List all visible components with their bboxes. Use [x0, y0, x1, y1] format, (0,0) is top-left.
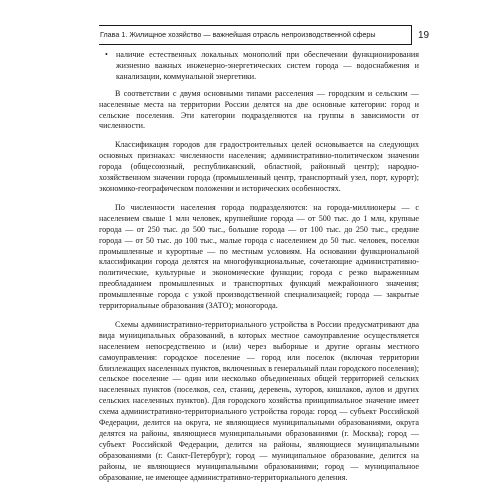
bullet-text: наличие естественных локальных монополий при обеспечении функционирования жизненно важных инженерно-энергетических систем города — водоснабжения и канализации, коммунальной энергетики.	[116, 50, 419, 81]
running-title: Глава 1. Жилищное хозяйство — важнейшая отрасль непроизводственной сферы	[100, 30, 376, 39]
paragraph-population-groups: По численности населения города подразделяются: на города-миллионеры — с населением свыше 1 млн человек, крупнейшие города — от 500 тыс. до 1 млн, крупные города — от 250 тыс. до 500 тыс., большие города — от 100 тыс. до 250 тыс., средние города — от 50 тыс. до 100 тыс., малые города с населением до 50 тыс. человек, поселки промышленные и курортные — по местным условиям. На основании функциональной классификации города делятся на многофункциональные, сочетающие административно-политические, культурные и экономические функции; города с резко выраженным преобладанием промышленных и транспортных функций межрайонного значения; промышленные города с узкой производственной специализацией; города — закрытые территориальные образования (ЗАТО); моногорода.	[99, 202, 419, 311]
bullet-list-item	[99, 50, 419, 83]
paragraph-settlement-types: В соответствии с двумя основными типами расселения — городским и сельским — населенные места на территории России делятся на две основные категории: город и сельские поселения. Эти категории подразделяются на группы в зависимости от численности.	[99, 88, 419, 131]
running-header	[99, 25, 412, 45]
page-body	[99, 49, 419, 492]
bullet-marker: •	[105, 50, 108, 59]
paragraph-city-classification: Классификация городов для градостроительных целей основывается на следующих основных признаках: численности населения; административно-политическом значении города (общесоюзный, республиканский, областной, районный центр); народно-хозяйственном значении города (промышленный центр, транспортный узел, порт, курорт); экономико-географическом положении и исторических особенностях.	[99, 140, 419, 193]
paragraph-administrative-structure: Схемы административно-территориального устройства в России предусматривают два вида муниципальных образований, в которых местное самоуправление осуществляется населением непосредственно и (или) через выборные и другие органы местного самоуправления: городское поселение — город или поселок (включая территории близлежащих населенных пунктов, включенных в генеральный план городского поселения); сельское поселение — один или несколько объединенных общей территорией сельских населенных пунктов (поселков, сел, станиц, деревень, хуторов, кишлаков, аулов и других сельских населенных пунктов). Для городского хозяйства принципиальное значение имеет схема административно-территориального устройства города: город — субъект Российской Федерации, делится на округа, не являющиеся муниципальными образованиями, округа делятся на районы, являющиеся муниципальными образованиями (г. Москва); город — субъект Российской Федерации, делится на районы, являющиеся муниципальными образованиями (г. Санкт-Петербург); город — муниципальное образование, делится на районы, не являющиеся муниципальными образованиями; город — муниципальное образование, не имеющее административно-территориального деления.	[99, 319, 419, 482]
page-number: 19	[418, 30, 430, 41]
